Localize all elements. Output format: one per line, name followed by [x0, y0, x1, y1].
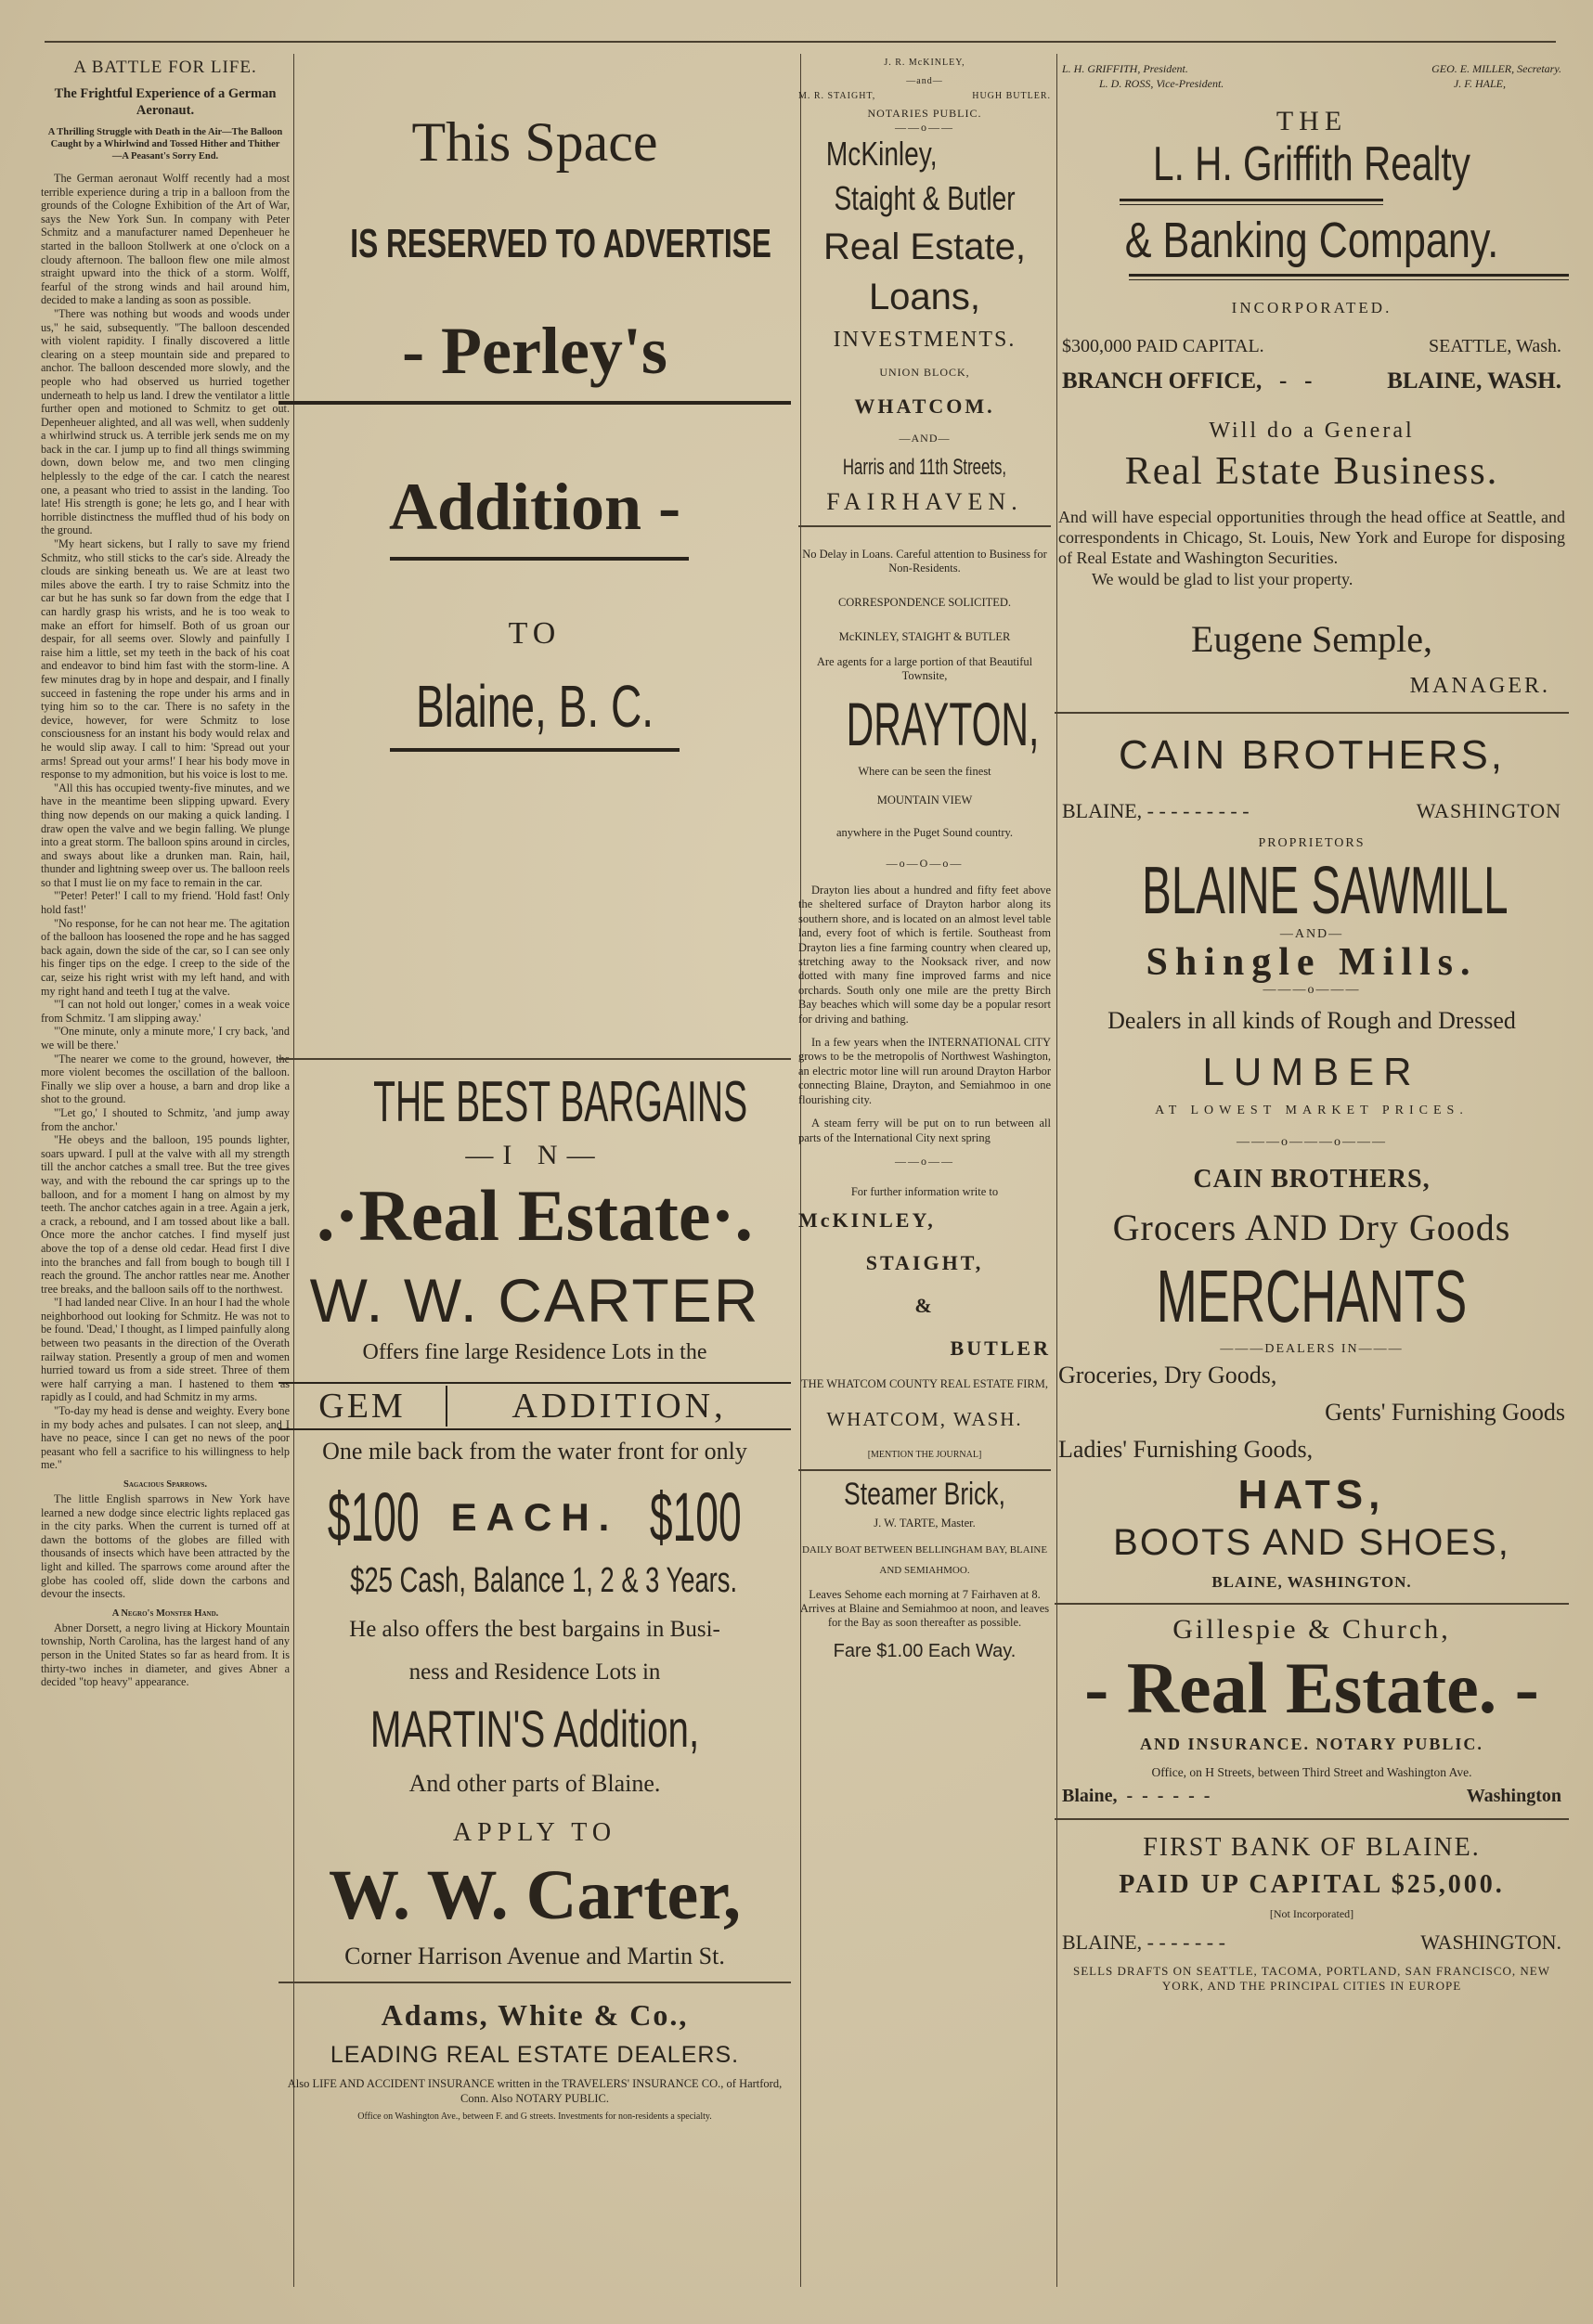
ad-rule [278, 401, 791, 405]
ad-separator [278, 1982, 791, 1983]
ad-separator [1055, 712, 1569, 714]
ornament: ———o——— [1263, 983, 1361, 997]
mckinley-name: McKinley, [825, 135, 938, 173]
blaine-office: BLAINE, WASH. [1387, 368, 1561, 394]
goods-list [1055, 1357, 1569, 1468]
sparrows-headline: Sagacious Sparrows. [123, 1479, 207, 1490]
perley-ad [278, 111, 791, 1058]
partner-row [798, 91, 1051, 101]
gillespie-real-estate: - Real Estate. - [1084, 1647, 1539, 1728]
steamer-ad [798, 1477, 1051, 1662]
business-column [1055, 54, 1569, 2296]
gem-label: GEM [278, 1386, 447, 1427]
price-row [278, 1480, 791, 1555]
article-paragraph: "All this has occupied twenty-five minutes, and we have in the meantime been slipping upward. Every thing now depends on our making a quick landing. I draw open the valve and we begin falling. We plunge into a great storm. The balloon spins around in circles, and sways about like a drunken man. Rain, hail, thunder and lightning sweep over us. The balloon reels so that I must lie on my face to remain in the car. [41, 781, 290, 889]
ad-separator [278, 1058, 791, 1060]
staight-butler: Staight & Butler [834, 179, 1016, 217]
no-delay: No Delay in Loans. Careful attention to Business for Non-Residents. [802, 548, 1047, 575]
article-paragraph: "The nearer we come to the ground, however, the more violent becomes the oscillation of the balloon. Finally we slip over a house, a barn and drop like a shot to the ground. [41, 1052, 290, 1106]
hand-body [41, 1621, 290, 1689]
ad-addition: Addition - [388, 470, 681, 544]
blaine-washington: BLAINE, WASHINGTON. [1211, 1573, 1412, 1591]
seattle-office: SEATTLE, Wash. [1428, 336, 1561, 356]
price-each: EACH. [450, 1495, 619, 1539]
opportunities-text: And will have especial opportunities through the head office at Seattle, and correspondents in Chicago, St. Louis, New York and Europe for disposing of Real Estate and Washington Securities. [1058, 508, 1565, 567]
blaine-washington-row [1055, 799, 1569, 823]
article-paragraph: "'Peter! Peter!' I call to my friend. 'Hold fast! Only hold fast!' [41, 889, 290, 917]
manager-title: MANAGER. [1409, 674, 1550, 698]
carter-ad [278, 1071, 791, 1970]
ad-to: TO [508, 616, 562, 651]
steamer-fare: Fare $1.00 Each Way. [833, 1640, 1017, 1661]
manager-name: Eugene Semple, [1191, 618, 1432, 660]
ad-other-parts: And other parts of Blaine. [408, 1770, 661, 1797]
sells-drafts: SELLS DRAFTS ON SEATTLE, TACOMA, PORTLAND, SAN FRANCISCO, NEW YORK, AND THE PRINCIPAL CITIES IN EUROPE [1073, 1964, 1550, 1993]
officers-right [1431, 61, 1561, 91]
ad-separator [798, 525, 1051, 527]
loans-label: Loans, [868, 277, 981, 317]
merchants-title: MERCHANTS [1156, 1255, 1468, 1337]
notaries: NOTARIES PUBLIC. [867, 107, 982, 120]
blaine-sawmill: BLAINE SAWMILL [1142, 854, 1509, 928]
gillespie-church: Gillespie & Church, [1172, 1614, 1451, 1645]
article-column [39, 54, 291, 2296]
staight-signature: STAIGHT, [865, 1250, 984, 1274]
article-deck: A Thrilling Struggle with Death in the Air—The Balloon Caught by a Whirlwind and Tossed Hither and Thither—A Peasant's Sorry End. [47, 127, 283, 161]
ornament: ———o———o——— [1237, 1135, 1387, 1149]
blaine-left: BLAINE, - - - - - - - - - [1062, 799, 1250, 822]
ad-office: Office on Washington Ave., between F. and G streets. Investments for non-residents a specialty. [357, 2111, 712, 2122]
partner-name: HUGH BUTLER. [972, 91, 1051, 101]
ad-also-line: ness and Residence Lots in [408, 1659, 661, 1685]
article-paragraph: The German aeronaut Wolff recently had a most terrible experience during a trip in a balloon from the grounds of the Cologne Exhibition of the Art of War, says the New York Sun. In company with Peter Schmitz and a manufacturer named Depenheuer he started in the balloon Stollwerk at one o'clock on a cloudy afternoon. The balloon flew one mile almost straight upward into the thick of a storm. Wolff, fearful of the strong winds and hail around him, decided to make a landing as soon as possible. [41, 172, 290, 307]
mckinley-column [798, 54, 1051, 2296]
first-bank-ad [1055, 1833, 1569, 1994]
hand-headline: A Negro's Monster Hand. [111, 1607, 219, 1619]
and-line: —AND— [1279, 927, 1344, 941]
lumber-title: LUMBER [1202, 1050, 1421, 1093]
and-line: —AND— [899, 432, 951, 445]
anywhere-line: anywhere in the Puget Sound country. [835, 826, 1014, 839]
article-body [41, 172, 290, 1472]
union-block: UNION BLOCK, [879, 366, 970, 379]
glad-line: We would be glad to list your property. [1092, 570, 1353, 588]
goods-item: Ladies' Furnishing Goods, [1058, 1436, 1314, 1463]
gillespie-office: Office, on H Streets, between Third Street and Washington Ave. [1151, 1765, 1472, 1779]
griffith-ad [1055, 54, 1569, 699]
officers-left [1062, 61, 1224, 91]
cain-ad [1055, 732, 1569, 1592]
mckinley-signature: McKINLEY, [798, 1207, 936, 1232]
first-bank-title: FIRST BANK OF BLAINE. [1143, 1833, 1481, 1862]
blaine-washington-row-2 [1055, 1786, 1569, 1807]
cain-brothers-2: CAIN BROTHERS, [1193, 1165, 1431, 1194]
drayton-ad [798, 548, 1051, 1462]
ad-martins-addition: MARTIN'S Addition, [369, 1699, 700, 1758]
where-line: Where can be seen the finest [858, 765, 991, 778]
drayton-body [798, 884, 1051, 1145]
mention-journal: [MENTION THE JOURNAL] [867, 1449, 982, 1460]
steamer-master: J. W. TARTE, Master. [874, 1516, 976, 1530]
partner-name: M. R. STAIGHT, [798, 91, 876, 101]
hats-title: HATS, [1237, 1472, 1386, 1517]
article-paragraph: "'One minute, only a minute more,' I cry back, 'and we will be there.' [41, 1025, 290, 1052]
cain-brothers: CAIN BROTHERS, [1118, 732, 1506, 778]
sparrows-paragraph: The little English sparrows in New York have learned a new dodge since electric lights replaced gas in the city parks. When the current is turned off at dawn the bottoms of the globes are filled with thousands of insects which have been attracted by the light and killed. The sparrows come around after the globe has cooled off, slide down the carbons and devour the insects. [41, 1492, 290, 1601]
officer-hale: J. F. HALE, [1453, 77, 1506, 90]
ad-rule [390, 748, 680, 752]
partner-name: J. R. McKINLEY, [884, 58, 965, 68]
investments-label: INVESTMENTS. [833, 328, 1017, 352]
article-paragraph: "No response, for he can not hear me. The agitation of the balloon has loosened the rope and he has sagged back again, down the side of the car, so I can see only his finger tips on the edge. I creep to the side of the car, seize his right wrist with my left hand, and with my right hand and teeth I tug at the valve. [41, 916, 290, 998]
ad-cash-terms: $25 Cash, Balance 1, 2 & 3 Years. [350, 1561, 738, 1600]
ad-separator [798, 1469, 1051, 1471]
correspondence: CORRESPONDENCE SOLICITED. [837, 596, 1012, 609]
ad-perley: - Perley's [402, 314, 667, 388]
ad-offers: Offers fine large Residence Lots in the [362, 1340, 707, 1364]
firm-line: THE WHATCOM COUNTY REAL ESTATE FIRM, [801, 1376, 1048, 1390]
not-incorporated: [Not Incorporated] [1269, 1907, 1354, 1920]
price-left: $100 [327, 1478, 420, 1556]
article-paragraph: "He obeys and the balloon, 195 pounds lighter, soars upward. I pull at the valve with all my strength till the anchor catches a small tree. But the tree gives way, and with the rebound the car springs up to the balloon, and for a moment I hang on almost by my teeth. The anchor catches again in a tree. Again a jerk, a crack, a rebound, and I am tossed about like a ball. Once more the anchor catches. I find myself just above the top of a dense old cedar. Head first I dive into the branches and fall from bough to bough till I reach the ground. The anchor rattles near me. Another tree breaks, and the balloon sails off to the northwest. [41, 1133, 290, 1296]
drayton-paragraph: In a few years when the INTERNATIONAL CITY grows to be the metropolis of Northwest Washington, an electric motor line will run around Drayton Harbor connecting Blaine, Drayton, and Semiahmoo in one flourishing city. [798, 1036, 1051, 1106]
blaine-left: Blaine, - - - - - - [1062, 1786, 1211, 1806]
article-paragraph: "To-day my head is dense and weighty. Every bone in my body aches and pulsates. I can not sleep, and I have no peace, since I can get no news of the poor peasant who fell a sacrifice to his willingness to help me." [41, 1404, 290, 1472]
branch-row [1055, 368, 1569, 394]
ad-adams: Adams, White & Co., [381, 1998, 689, 2032]
branch-office: BRANCH OFFICE, - - [1062, 368, 1313, 394]
steamer-leaves: Leaves Sehome each morning at 7 Fairhaven at 8. Arrives at Blaine and Semiahmoo at noon, and leaves for the Bay as soon thereafter as possible. [799, 1587, 1050, 1629]
steamer-daily: DAILY BOAT BETWEEN BELLINGHAM BAY, BLAINE AND SEMIAHMOO. [801, 1543, 1048, 1576]
fairhaven-label: FAIRHAVEN. [826, 488, 1023, 515]
paid-capital: $300,000 PAID CAPITAL. [1062, 336, 1264, 356]
article-paragraph: "'Let go,' I shouted to Schmitz, 'and jump away from the anchor.' [41, 1105, 290, 1133]
gem-addition-box [278, 1382, 791, 1430]
dealers-in: ———DEALERS IN——— [1220, 1342, 1404, 1356]
article-headline: A BATTLE FOR LIFE. [73, 58, 257, 77]
article-paragraph: "I had landed near Clive. In an hour I had the whole neighborhood out looking for Schmitz. He was not to be found. 'Dead,' I thought, as I limped painfully along between two peasants in the direction of the Overath railway station. Presently a group of men and women hurried toward us from a side street. Three of them were half carrying a man. I hastened to them as rapidly as I could, and had Schmitz in my arms. [41, 1296, 290, 1404]
officers-row [1055, 54, 1569, 91]
ad-rule [390, 557, 689, 561]
dealers-line: Dealers in all kinds of Rough and Dressed [1107, 1007, 1516, 1034]
advertisement-column [278, 54, 791, 2296]
blaine-left: BLAINE, - - - - - - - [1062, 1930, 1225, 1954]
price-right: $100 [650, 1478, 743, 1556]
gem-addition-label: ADDITION, [512, 1387, 727, 1426]
drayton-paragraph: Drayton lies about a hundred and fifty feet above the sheltered surface of Drayton harbor along its southern shore, and is located on an almost level table land, every foot of which is fertile. Southeast from Drayton lies a fine farming country when cleared up, stretching away to the Nooksack river, and now dotted with many fine improved farms and nice orchards. South only one mile are the pretty Birch Bay beaches which will some day be a popular resort for driving and bathing. [798, 884, 1051, 1026]
ad-leading: LEADING REAL ESTATE DEALERS. [330, 2042, 740, 2068]
griffith-title-1: L. H. Griffith Realty [1153, 137, 1470, 191]
lowest-prices: AT LOWEST MARKET PRICES. [1155, 1104, 1469, 1117]
drayton-paragraph: A steam ferry will be put on to run between all parts of the International City next spring [798, 1117, 1051, 1144]
ornament: ——o—— [895, 121, 954, 134]
shingle-mills: Shingle Mills. [1146, 941, 1478, 984]
drayton-title: DRAYTON, [846, 690, 1040, 758]
will-do: Will do a General [1209, 419, 1415, 443]
hand-paragraph: Abner Dorsett, a negro living at Hickory Mountain township, North Carolina, has the largest hand of any person in the United States so far as heard from. It is thirty-two inches in diameter, and gives Abner a decided "top heavy" appearance. [41, 1620, 290, 1689]
ad-apply: APPLY TO [452, 1818, 617, 1847]
sparrows-body [41, 1492, 290, 1601]
steamer-title: Steamer Brick, [844, 1476, 1005, 1512]
whatcom-wash: WHATCOM, WASH. [826, 1407, 1023, 1430]
ad-corner: Corner Harrison Avenue and Martin St. [344, 1943, 725, 1969]
griffith-title-2: & Banking Company. [1124, 213, 1499, 268]
further-info: For further information write to [850, 1184, 999, 1198]
insurance-notary: AND INSURANCE. NOTARY PUBLIC. [1140, 1735, 1483, 1753]
officer-secretary: GEO. E. MILLER, Secretary. [1431, 62, 1561, 75]
ad-this-space: This Space [411, 111, 658, 173]
ad-best-bargains: THE BEST BARGAINS [373, 1070, 748, 1134]
ad-blaine-bc: Blaine, B. C. [415, 673, 654, 740]
mountain-view: MOUNTAIN VIEW [876, 794, 973, 807]
article-paragraph: "My heart sickens, but I rally to save my friend Schmitz, who still sticks to the car's side. Already the clouds are sinking beneath us. We are at least two miles above the earth. I try to raise Schmitz into the car but he has sunk so far down from the edge that I can hardly grasp his wrists, and he is too weak to make an effort for himself. Both of us groan our despair, for all seems over. Slowly and painfully I raise him a little, set my teeth in the back of his coat and endeavor to bind him fast with the storm-line. A few minutes drag by in hope and despair, and I finally succeed in fastening the rope under his arms and in tying him so to the car. There is no safety in the device, however, for were Schmitz to lose consciousness for an instant his body would relax and he would slip away. I call to him: 'Spread out your arms! Spread out your arms!' I hear his body move in response to my admonition, but his voice is lost to me. [41, 537, 290, 781]
ad-carter-signature: W. W. Carter, [328, 1856, 742, 1934]
grocers-line: Grocers AND Dry Goods [1112, 1207, 1511, 1248]
incorporated: INCORPORATED. [1231, 299, 1392, 316]
paid-up-capital: PAID UP CAPITAL $25,000. [1119, 1870, 1505, 1899]
proprietors: PROPRIETORS [1258, 836, 1366, 850]
whatcom-label: WHATCOM. [854, 394, 995, 418]
ad-real-estate: .·Real Estate·. [316, 1175, 754, 1256]
ad-insurance: Also LIFE AND ACCIDENT INSURANCE written in the TRAVELERS' INSURANCE CO., of Hartford, Conn. Also NOTARY PUBLIC. [287, 2077, 783, 2105]
double-rule [1129, 274, 1569, 280]
mckinley-ad [798, 54, 1051, 516]
goods-item: Groceries, Dry Goods, [1058, 1362, 1277, 1388]
double-rule [1120, 199, 1383, 205]
ad-also-line: He also offers the best bargains in Busi- [349, 1617, 720, 1642]
adams-ad [278, 1998, 791, 2122]
washington-right: WASHINGTON [1416, 799, 1561, 822]
blaine-washington-row-3 [1055, 1930, 1569, 1955]
washington-right: Washington [1466, 1786, 1561, 1806]
business-title: Real Estate Business. [1124, 450, 1499, 493]
harris-streets: Harris and 11th Streets, [842, 455, 1007, 480]
butler-signature: BUTLER [950, 1336, 1051, 1360]
ornament: —o—O—o— [886, 857, 964, 870]
amp-signature: & [914, 1293, 935, 1317]
real-estate-label: Real Estate, [823, 226, 1026, 267]
officer-vp: L. D. ROSS, Vice-President. [1099, 77, 1224, 90]
agents-line: Are agents for a large portion of that Beautiful Townsite, [816, 655, 1033, 682]
ad-also-offers [278, 1608, 791, 1694]
capital-row [1055, 336, 1569, 357]
griffith-the: THE [1276, 106, 1348, 136]
and-line: —and— [906, 76, 943, 86]
ad-in: —I N— [465, 1140, 604, 1170]
top-rule [45, 41, 1556, 43]
ornament: ——o—— [895, 1154, 954, 1168]
ad-separator [1055, 1603, 1569, 1605]
officer-president: L. H. GRIFFITH, President. [1062, 62, 1188, 75]
gillespie-ad [1055, 1614, 1569, 1807]
ad-one-mile: One mile back from the water front for only [322, 1438, 747, 1465]
ad-reserved: IS RESERVED TO ADVERTISE [350, 221, 771, 266]
article-paragraph: "There was nothing but woods and woods under us," he said, subsequently. "The balloon descended with violent rapidity. I finally discovered a little clearing on a steep mountain side and prepared to anchor. The balloon descended more slowly, and the people who had observed us hurried together underneath to help us land. I drew the ventilator a little further open and motioned to Schmitz to get out. Depenheuer alighted, and all was well, when suddenly a whirlwind struck us. A terrible jerk sends me on my back in the car. I jump up to find all things swimming down, down below me, and two men clinging helplessly to the edge of the car. I catch the nearest one, a peasant who tried to assist in the landing. Too late! His strength is gone; he lets go, and I hear with horrible distinctness the muffled thud of his body on the ground. [41, 306, 290, 537]
article-paragraph: "'I can not hold out longer,' comes in a weak voice from Schmitz. 'I am slipping away.' [41, 998, 290, 1025]
ad-carter: W. W. CARTER [309, 1266, 760, 1335]
ad-separator [1055, 1818, 1569, 1820]
washington-right: WASHINGTON. [1420, 1930, 1561, 1954]
goods-item: Gents' Furnishing Goods [1325, 1399, 1565, 1426]
boots-title: BOOTS AND SHOES, [1113, 1522, 1510, 1563]
msb-names: McKINLEY, STAIGHT & BUTLER [838, 630, 1011, 643]
article-subhead: The Frightful Experience of a German Aeronaut. [54, 86, 277, 118]
